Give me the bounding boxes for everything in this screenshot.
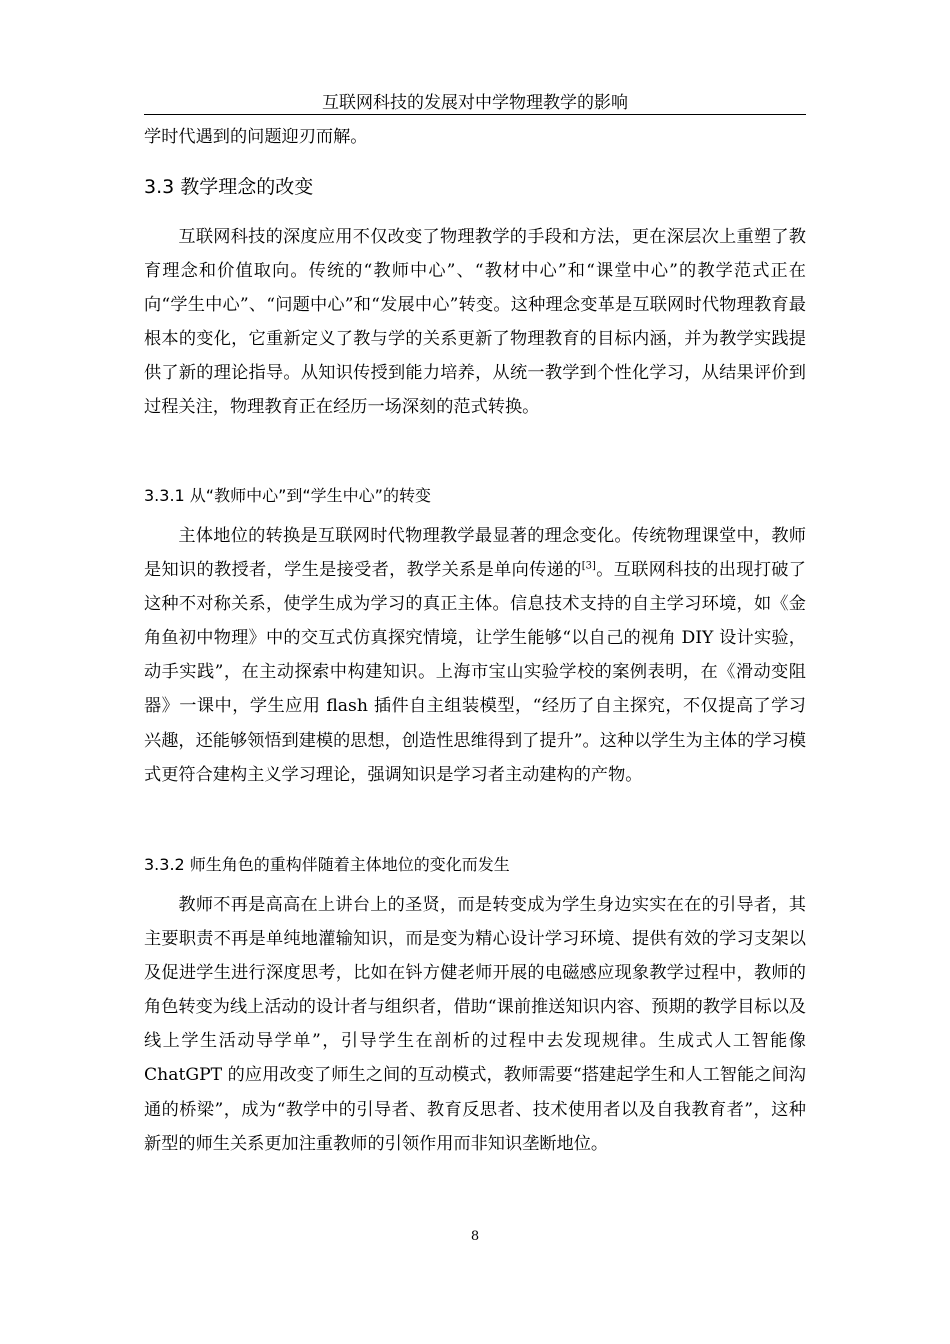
subsection-2-paragraph: 教师不再是高高在上讲台上的圣贤，而是转变成为学生身边实实在在的引导者，其主要职责不再是单纯地灌输知识，而是变为精心设计学习环境、提供有效的学习支架以及促进学生进行深度思考，比如在钭方健老师开展的电磁感应现象教学过程中，教师的角色转变为线上活动的设计者与组织者，借助“课前推送知识内容、预期的教学目标以及线上学生活动导学单”，引导学生在剖析的过程中去发现规律。生成式人工智能像 ChatGPT 的应用改变了师生之间的互动模式，教师需要“搭建起学生和人工智能之间沟通的桥梁”，成为“教学中的引导者、教育反思者、技术使用者以及自我教育者”，这种新型的师生关系更加注重教师的引领作用而非知识垄断地位。 — [144, 895, 806, 1154]
subsection-2-text-block — [144, 888, 806, 1161]
citation-marker: [3] — [581, 560, 596, 572]
running-header: 互联网科技的发展对中学物理教学的影响 — [322, 93, 628, 113]
subsection-1-heading: 3.3.1 从“教师中心”到“学生中心”的转变 — [144, 486, 431, 505]
header-rule — [144, 114, 806, 115]
continuation-text-block — [144, 120, 806, 154]
subsection-1-paragraph — [144, 519, 806, 792]
subsection-2-heading: 3.3.2 师生角色的重构伴随着主体地位的变化而发生 — [144, 855, 510, 874]
section-heading: 3.3 教学理念的改变 — [144, 176, 314, 198]
subsection-1-paragraph-part2: 。互联网科技的出现打破了这种不对称关系，使学生成为学习的真正主体。信息技术支持的自主学习环境，如《金角鱼初中物理》中的交互式仿真探究情境，让学生能够“以自己的视角 DIY 设计实验，动手实践”，在主动探索中构建知识。上海市宝山实验学校的案例表明，在《滑动变阻器》一课中，学生应用 flash 插件自主组装模型，“经历了自主探究，不仅提高了学习兴趣，还能够领悟到建模的思想，创造性思维得到了提升”。这种以学生为主体的学习模式更符合建构主义学习理论，强调知识是学习者主动建构的产物。 — [144, 560, 806, 785]
section-paragraph: 互联网科技的深度应用不仅改变了物理教学的手段和方法，更在深层次上重塑了教育理念和价值取向。传统的“教师中心”、“教材中心”和“课堂中心”的教学范式正在向“学生中心”、“问题中心”和“发展中心”转变。这种理念变革是互联网时代物理教育最根本的变化，它重新定义了教与学的关系更新了物理教育的目标内涵，并为教学实践提供了新的理论指导。从知识传授到能力培养，从统一教学到个性化学习，从结果评价到过程关注，物理教育正在经历一场深刻的范式转换。 — [144, 227, 806, 418]
continuation-paragraph: 学时代遇到的问题迎刃而解。 — [144, 127, 368, 147]
page-number: 8 — [470, 1229, 480, 1244]
subsection-1-paragraph-part1: 主体地位的转换是互联网时代物理教学最显著的理念变化。传统物理课堂中，教师是知识的教授者，学生是接受者，教学关系是单向传递的 — [144, 526, 806, 581]
subsection-1-text-block — [144, 519, 806, 792]
section-text-block — [144, 220, 806, 425]
